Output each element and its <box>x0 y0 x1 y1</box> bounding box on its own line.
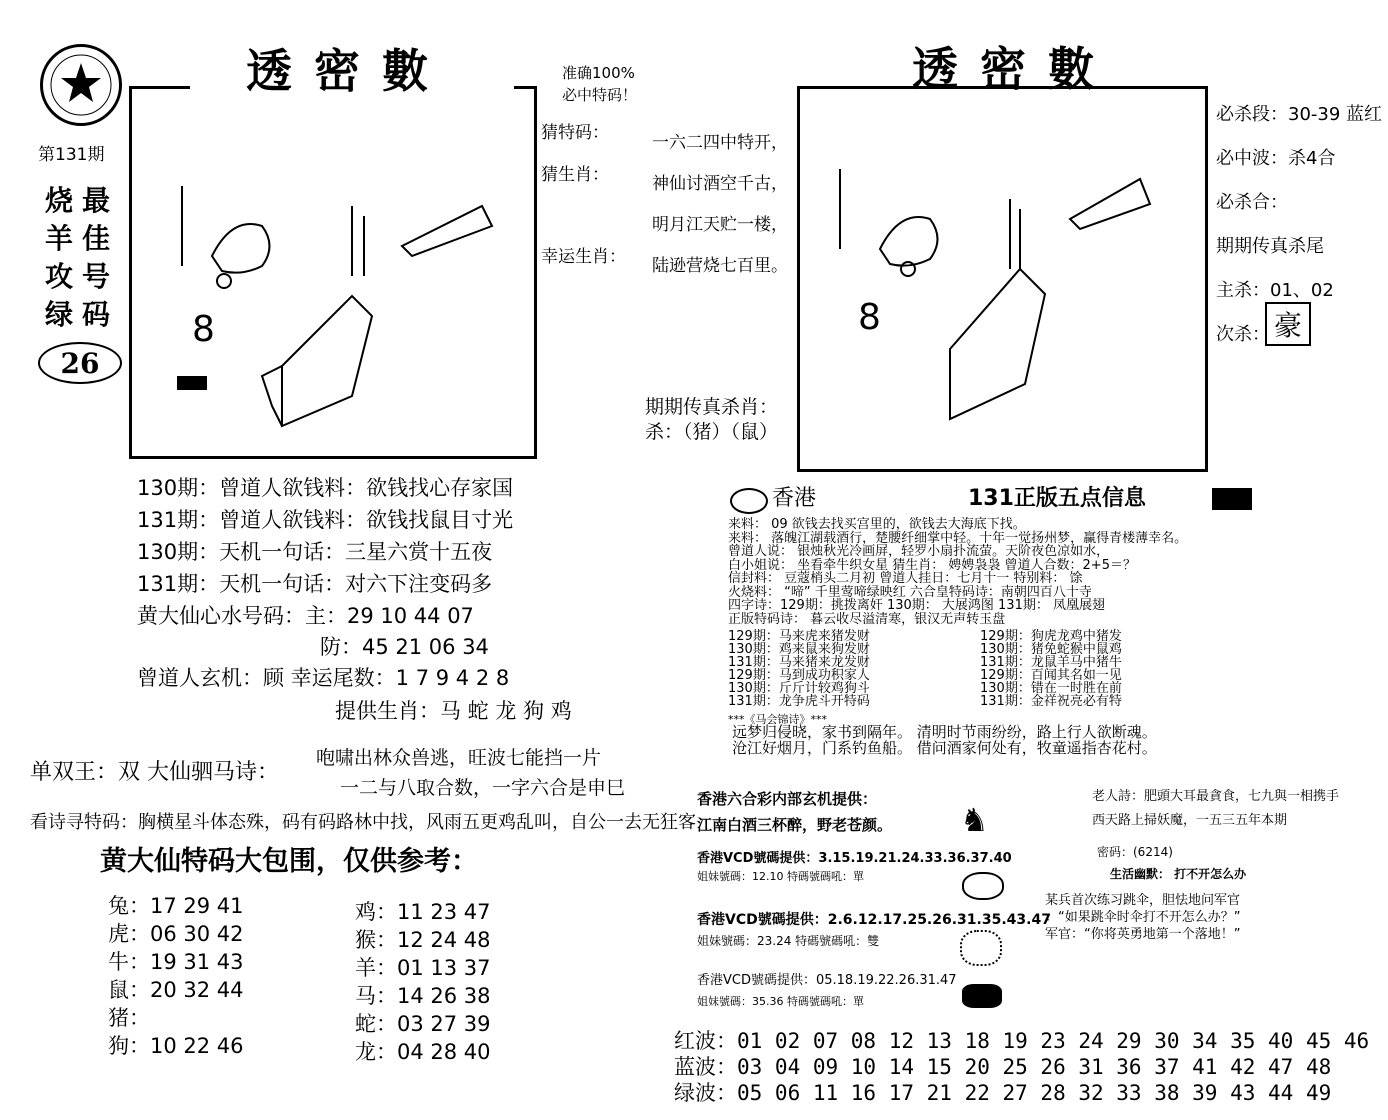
figure-number-right: 8 <box>858 297 881 338</box>
password: 密码：(6214) <box>1097 845 1173 859</box>
vcd-2: 香港VCD號碼提供：2.6.12.17.25.26.31.35.43.47 <box>697 912 1051 928</box>
line-131-hint: 131期：天机一句话：对六下注变码多 <box>137 572 493 596</box>
vcd-2-sub: 姐妹號碼：23.24 特碼號碼吼：雙 <box>697 934 880 948</box>
wave-table <box>674 1028 1369 1106</box>
list-item: 牛：19 31 43 <box>108 950 244 974</box>
pig-icon <box>962 872 1004 900</box>
secondary-kill-value: 豪 <box>1273 309 1302 342</box>
middle-poem: 一六二四中特开， 神仙讨酒空千古， 明月江天贮一楼， 陆逊营烧七百里。 <box>652 133 788 276</box>
news-headline: 131正版五点信息 <box>968 486 1146 511</box>
left-picture-frame <box>129 86 537 459</box>
humor-title: 生活幽默： 打不开怎么办 <box>1110 867 1247 881</box>
horse-poem-1: 咆啸出林众兽逃，旺波七能挡一片 <box>316 747 602 769</box>
number-oval-value: 26 <box>60 346 100 380</box>
line-131-money: 131期：曾道人欲钱料：欲钱找鼠目寸光 <box>137 508 514 532</box>
side-phrase-2: 最 佳 号 码 <box>82 184 111 331</box>
line-lucky-tail: 曾道人玄机：顾 幸运尾数：1 7 9 4 2 8 <box>137 666 510 690</box>
right-picture-frame <box>797 86 1208 472</box>
label-lucky-zodiac: 幸运生肖： <box>541 247 626 267</box>
sheep-icon <box>960 930 1002 966</box>
big-title: 黄大仙特码大包围，仅供参考： <box>100 846 478 877</box>
wave-row-green: 绿波：05 06 11 16 17 21 22 27 28 32 33 38 39 43 44 49 <box>674 1081 1332 1105</box>
list-item: 马：14 26 38 <box>355 984 491 1008</box>
vcd-3-sub: 姐妹號碼：35.36 特碼號碼吼：單 <box>697 995 864 1008</box>
list-item: 蛇：03 27 39 <box>355 1012 491 1036</box>
line-130-money: 130期：曾道人欲钱料：欲钱找心存家国 <box>137 476 514 500</box>
poem-special-code: 看诗寻特码：胸横星斗体态殊，码有码路林中找，风雨五更鸡乱叫，自公一去无狂客 <box>30 812 696 833</box>
wave-row-blue: 蓝波：03 04 09 10 14 15 20 25 26 31 36 37 41 42 47 48 <box>674 1055 1332 1079</box>
vcd-1-sub: 姐妹號碼：12.10 特碼號碼吼：單 <box>697 870 864 883</box>
list-item: 鼠：20 32 44 <box>108 978 244 1002</box>
line-130-hint: 130期：天机一句话：三星六赏十五夜 <box>137 540 493 564</box>
news-brand: 香港 <box>772 486 817 511</box>
left-title: 透密數 <box>246 44 450 98</box>
right-kill-info: 必杀段：30-39 蓝红 必中波：杀4合 必杀合： 期期传真杀尾 主杀：01、02 次杀： <box>1216 104 1383 345</box>
vcd-1: 香港VCD號碼提供：3.15.19.21.24.33.36.37.40 <box>697 851 1012 866</box>
dog-icon <box>962 984 1002 1008</box>
wave-row-red: 红波：01 02 07 08 12 13 18 19 23 24 29 30 34 35 40 45 46 <box>674 1029 1370 1053</box>
horse-icon: ♞ <box>960 801 989 839</box>
star-icon <box>43 47 119 123</box>
label-guess-zodiac: 猜生肖： <box>541 165 609 185</box>
zodiac-left-list <box>108 896 244 1064</box>
old-man-poem: 老人詩：肥頭大耳最貪食，七九與一相携手 西天路上掃妖魔，一五三五年本期 <box>1092 789 1340 828</box>
news-bottom-poem: 远梦归侵晓，家书到隔年。 清明时节雨纷纷，路上行人欲断魂。 沧江好烟月，门系钓鱼船。 借问酒家何处有，牧童遥指杏花村。 <box>732 723 1157 757</box>
side-phrase: 烧 羊 攻 绿 <box>45 184 74 331</box>
zodiac-right-list <box>355 902 491 1070</box>
jiangnan-line: 江南白酒三杯醉，野老苍颜。 <box>697 816 893 834</box>
internal-provider: 香港六合彩内部玄机提供： <box>697 790 878 808</box>
official-stamp <box>40 44 122 126</box>
fax-kill: 杀：（猪）（鼠） <box>645 421 779 443</box>
news-rows: 来料： 09 欲钱去找买宫里的，欲钱去大海底下找。 来料： 落魄江湖载酒行，楚腰纤细掌中轻。十年一觉扬州梦，赢得青楼薄幸名。 曾道人说： 银烛秋光冷画屏，轻罗小扇扑流萤。天阶夜色凉如水， 白小姐说： 坐看牵牛织女星 猜生肖： 娉娉袅袅 曾道人合数：2+5＝？ 信封料： 豆蔻梢头二月初 曾道人挂日：七月十一 特别料： 馀 火烧料： “啼” 千里莺啼绿映红 六合皇特码诗：南朝四百八十寺 四字诗：129期：挑拨离奸 130期： 大展鸿图 131期： 凤凰展翅 正版特码诗： 暮云收尽溢清寒，银汉无声转玉盘 <box>728 517 1188 627</box>
list-item: 猴：12 24 48 <box>355 928 491 952</box>
list-item: 狗：10 22 46 <box>108 1034 244 1058</box>
issue-number: 第131期 <box>38 145 105 165</box>
vcd-3: 香港VCD號碼提供：05.18.19.22.26.31.47 <box>697 973 957 988</box>
list-item: 鸡：11 23 47 <box>355 900 491 924</box>
list-item: 龙：04 28 40 <box>355 1040 491 1064</box>
list-item: 兔：17 29 41 <box>108 894 244 918</box>
news-col-a: 129期：马来虎来猪发财 130期：鸡来鼠来狗发财 131期：马来猪来龙发财 129期：马到成功积家人 130期：斤斤计较鸡狗斗 131期：龙争虎斗开特码 <box>728 629 870 709</box>
right-title: 透密數 <box>912 42 1116 96</box>
line-guard-numbers: 防：45 21 06 34 <box>320 635 489 659</box>
fax-title: 期期传真杀肖： <box>645 396 779 418</box>
single-double: 单双王：双 大仙驷马诗： <box>30 760 279 785</box>
list-item: 猪： <box>108 1006 150 1030</box>
number-oval <box>38 342 122 384</box>
line-provided-zodiac: 提供生肖：马 蛇 龙 狗 鸡 <box>335 699 572 723</box>
news-corner-block <box>1212 488 1252 510</box>
news-box <box>722 486 1282 756</box>
line-main-numbers: 黄大仙心水号码：主：29 10 44 07 <box>137 604 474 628</box>
humor-body: 某兵首次练习跳伞，胆怯地问军官 ：“如果跳伞时伞打不开怎么办？” 军官：“你将英勇地第一个落地！” <box>1045 893 1241 942</box>
puzzle-illustration <box>152 146 512 446</box>
news-col-b: 129期：狗虎龙鸡中猪发 130期：猪免蛇猴中鼠鸡 131期：龙鼠羊马中猪牛 129期：百闻其名如一见 130期：错在一时胜在前 131期：金祥祝亮必有特 <box>980 629 1122 709</box>
label-guess-code: 猜特码： <box>541 123 609 143</box>
accuracy-note: 准确100% 必中特码！ <box>562 64 638 104</box>
brand-logo-icon <box>730 488 768 514</box>
list-item: 羊：01 13 37 <box>355 956 491 980</box>
figure-number: 8 <box>192 309 215 350</box>
secondary-kill-box <box>1265 302 1311 346</box>
news-footer: ***《马会锦诗》*** <box>728 713 827 726</box>
horse-poem-2: 一二与八取合数，一字六合是申巳 <box>340 777 626 799</box>
list-item: 虎：06 30 42 <box>108 922 244 946</box>
puzzle-illustration-right <box>820 149 1180 449</box>
